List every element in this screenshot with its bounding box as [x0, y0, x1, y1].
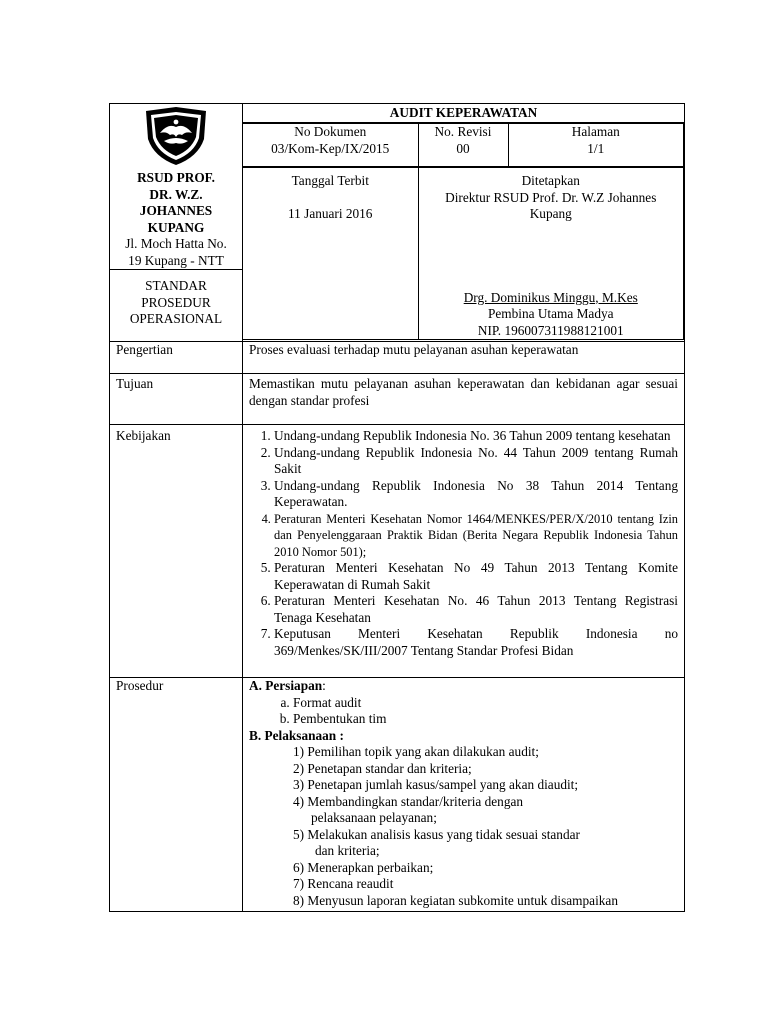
list-item: 7. Keputusan Menteri Kesehatan Republik Indonesia no 369/Menkes/SK/III/2007 Tentang Standar Profesi Bidan [274, 626, 678, 659]
list-item: 1. Undang-undang Republik Indonesia No. 36 Tahun 2009 tentang kesehatan [274, 428, 678, 445]
signer-rank: Pembina Utama Madya [487, 306, 614, 321]
kebijakan-list [249, 428, 678, 659]
list-item: 6. Peraturan Menteri Kesehatan No. 46 Tahun 2013 Tentang Registrasi Tenaga Kesehatan [274, 593, 678, 626]
hospital-address: Jl. Moch Hatta No. 19 Kupang - NTT [125, 236, 227, 268]
pengertian-text: Proses evaluasi terhadap mutu pelayanan asuhan keperawatan [243, 342, 685, 374]
list-item: 1) Pemilihan topik yang akan dilakukan audit; [293, 744, 539, 759]
list-item: 3) Penetapan jumlah kasus/sampel yang akan diaudit; [293, 777, 579, 792]
list-item: 4) Membandingkan standar/kriteria dengan [293, 793, 524, 809]
halaman-cell: Halaman 1/1 [508, 124, 684, 167]
prosedur-content [243, 678, 685, 912]
pengertian-label: Pengertian [110, 342, 243, 374]
signer-nip: NIP. 196007311988121001 [477, 322, 624, 338]
sop-table [109, 103, 685, 912]
list-item-continuation: dan kriteria; [315, 843, 380, 858]
doc-number-row [243, 123, 684, 167]
header-info-cell [243, 104, 685, 342]
hospital-logo-icon [142, 105, 210, 167]
tujuan-label: Tujuan [110, 374, 243, 425]
list-item: 8) Menyusun laporan kegiatan subkomite untuk disampaikan [293, 892, 618, 908]
list-item: 7) Rencana reaudit [293, 876, 394, 891]
signer-name: Drg. Dominikus Minggu, M.Kes [463, 289, 638, 305]
pelaksanaan-heading: B. Pelaksanaan : [249, 727, 344, 743]
doc-title: AUDIT KEPERAWATAN [243, 104, 684, 123]
persiapan-heading-line: A. Persiapan: [249, 678, 326, 693]
list-item: 6) Menerapkan perbaikan; [293, 859, 434, 875]
list-item: b. Pembentukan tim [293, 711, 678, 728]
kebijakan-label: Kebijakan [110, 425, 243, 678]
persiapan-heading: A. Persiapan [249, 678, 323, 693]
prosedur-label: Prosedur [110, 678, 243, 912]
hospital-name: RSUD PROF. DR. W.Z. JOHANNES KUPANG [137, 170, 215, 235]
no-dokumen-cell: No Dokumen 03/Kom-Kep/IX/2015 [243, 124, 418, 167]
list-item-continuation: pelaksanaan pelayanan; [311, 810, 437, 825]
approval-row [243, 167, 684, 340]
list-item: 4. Peraturan Menteri Kesehatan Nomor 1464/MENKES/PER/X/2010 tentang Izin dan Penyelenggaraan Praktik Bidan (Berita Negara Republik Indonesia Tahun 2010 Nomor 501); [274, 511, 678, 561]
tanggal-terbit-cell: Tanggal Terbit 11 Januari 2016 [243, 168, 418, 340]
persiapan-list [249, 695, 678, 728]
tujuan-text: Memastikan mutu pelayanan asuhan keperawatan dan kebidanan agar sesuai dengan standar profesi [243, 374, 685, 425]
list-item: 5. Peraturan Menteri Kesehatan No 49 Tahun 2013 Tentang Komite Keperawatan di Rumah Sakit [274, 560, 678, 593]
list-item: a. Format audit [293, 695, 678, 712]
list-item: 5) Melakukan analisis kasus yang tidak sesuai standar [293, 826, 580, 842]
ditetapkan-cell: Ditetapkan Direktur RSUD Prof. Dr. W.Z Johannes Kupang Drg. Dominikus Minggu, M.Kes Pembina Utama Madya NIP. 196007311988121001 [418, 168, 684, 340]
list-item: 2) Penetapan standar dan kriteria; [293, 760, 472, 776]
sop-label-cell: STANDAR PROSEDUR OPERASIONAL [110, 270, 243, 342]
no-revisi-cell: No. Revisi 00 [418, 124, 508, 167]
hospital-identity-cell [110, 104, 243, 270]
list-item: 3. Undang-undang Republik Indonesia No 38 Tahun 2014 Tentang Keperawatan. [274, 478, 678, 511]
list-item: 2. Undang-undang Republik Indonesia No. 44 Tahun 2009 tentang Rumah Sakit [274, 445, 678, 478]
kebijakan-content [243, 425, 685, 678]
